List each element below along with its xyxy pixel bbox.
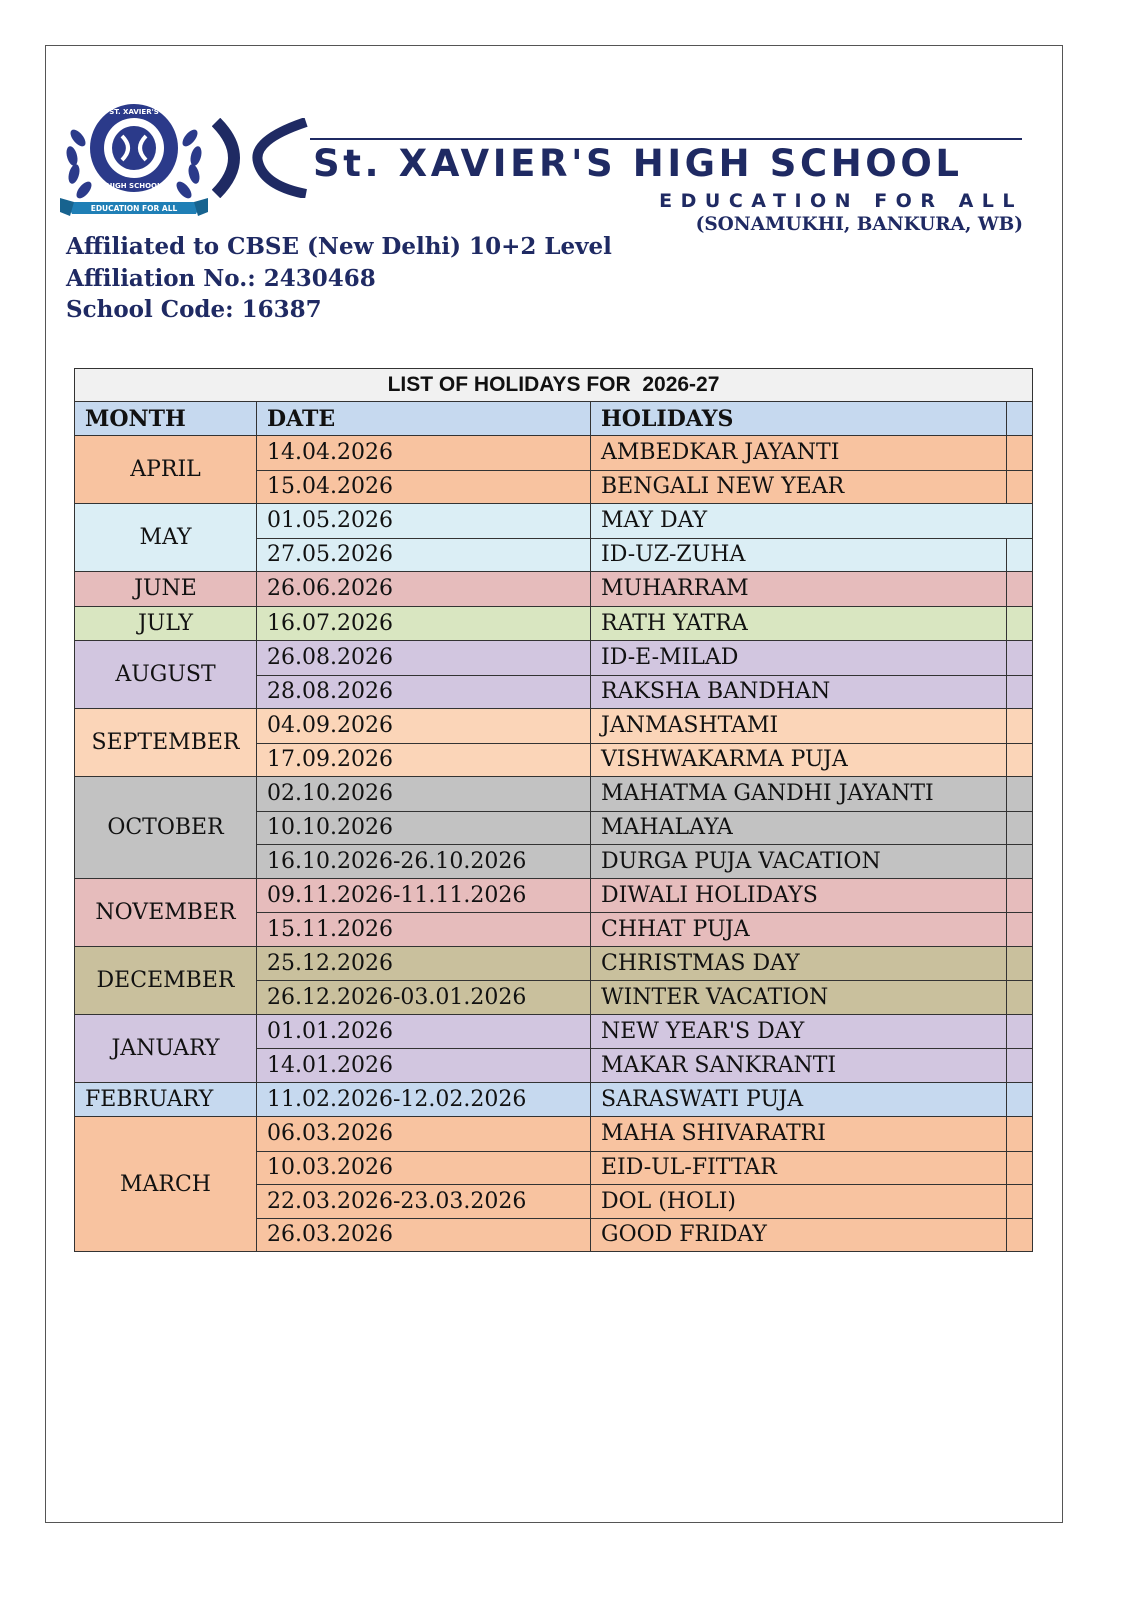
extra-cell bbox=[1007, 1049, 1032, 1082]
column-header-extra bbox=[1007, 402, 1032, 435]
date-cell: 06.03.2026 bbox=[257, 1117, 591, 1151]
month-group bbox=[74, 607, 1033, 642]
table-row bbox=[257, 607, 1032, 641]
table-row bbox=[257, 844, 1032, 878]
month-cell: FEBRUARY bbox=[75, 1083, 257, 1117]
holiday-cell: VISHWAKARMA PUJA bbox=[591, 744, 1007, 777]
school-seal-logo bbox=[58, 98, 210, 220]
extra-cell bbox=[1007, 947, 1032, 981]
table-body bbox=[74, 436, 1033, 1252]
extra-cell bbox=[1007, 879, 1032, 913]
date-cell: 22.03.2026-23.03.2026 bbox=[257, 1185, 591, 1218]
extra-cell bbox=[1007, 812, 1032, 845]
column-header-month: MONTH bbox=[75, 402, 257, 435]
seal-ribbon-text: EDUCATION FOR ALL bbox=[90, 204, 178, 213]
table-row bbox=[257, 1117, 1032, 1151]
date-cell: 04.09.2026 bbox=[257, 709, 591, 743]
table-row bbox=[257, 1083, 1032, 1117]
date-cell: 26.06.2026 bbox=[257, 572, 591, 606]
holiday-cell: EID-UL-FITTAR bbox=[591, 1152, 1007, 1185]
holiday-cell: MAKAR SANKRANTI bbox=[591, 1049, 1007, 1082]
date-cell: 26.12.2026-03.01.2026 bbox=[257, 981, 591, 1014]
table-row bbox=[257, 1184, 1032, 1218]
extra-cell bbox=[1007, 1117, 1032, 1151]
extra-cell bbox=[1007, 539, 1032, 572]
date-cell: 26.08.2026 bbox=[257, 641, 591, 675]
table-row bbox=[257, 436, 1032, 470]
table-row bbox=[257, 879, 1032, 913]
month-group bbox=[74, 572, 1033, 607]
affiliation-text: Affiliated to CBSE (New Delhi) 10+2 Level bbox=[66, 233, 612, 260]
table-row bbox=[257, 1015, 1032, 1049]
table-row bbox=[257, 641, 1032, 675]
extra-cell bbox=[1007, 436, 1032, 470]
extra-cell bbox=[1007, 641, 1032, 675]
holiday-cell: ID-E-MILAD bbox=[591, 641, 1007, 675]
holiday-table bbox=[74, 368, 1033, 1252]
holiday-cell: RATH YATRA bbox=[591, 607, 1007, 641]
holiday-cell: CHRISTMAS DAY bbox=[591, 947, 1007, 981]
month-cell: NOVEMBER bbox=[75, 879, 257, 946]
school-location: (SONAMUKHI, BANKURA, WB) bbox=[695, 214, 1023, 235]
month-group bbox=[74, 879, 1033, 947]
month-group bbox=[74, 504, 1033, 572]
table-row bbox=[257, 504, 1032, 538]
date-cell: 10.03.2026 bbox=[257, 1152, 591, 1185]
holiday-cell: MAHA SHIVARATRI bbox=[591, 1117, 1007, 1151]
holiday-cell: RAKSHA BANDHAN bbox=[591, 676, 1007, 709]
table-row bbox=[257, 980, 1032, 1014]
extra-cell bbox=[1007, 845, 1032, 878]
school-tagline: EDUCATION FOR ALL bbox=[659, 190, 1023, 212]
month-group bbox=[74, 709, 1033, 777]
table-row bbox=[257, 1151, 1032, 1185]
school-code: School Code: 16387 bbox=[66, 296, 322, 323]
holiday-cell: WINTER VACATION bbox=[591, 981, 1007, 1014]
date-cell: 28.08.2026 bbox=[257, 676, 591, 709]
holiday-cell: ID-UZ-ZUHA bbox=[591, 539, 1007, 572]
seal-inner-text: HIGH SCHOOL bbox=[106, 182, 162, 190]
school-name: St. XAVIER'S HIGH SCHOOL bbox=[313, 142, 963, 185]
extra-cell bbox=[1007, 504, 1032, 538]
holiday-cell: GOOD FRIDAY bbox=[591, 1219, 1007, 1252]
date-cell: 26.03.2026 bbox=[257, 1219, 591, 1252]
affiliation-number: Affiliation No.: 2430468 bbox=[66, 265, 376, 292]
month-group bbox=[74, 947, 1033, 1015]
table-row bbox=[257, 709, 1032, 743]
table-row bbox=[257, 572, 1032, 606]
extra-cell bbox=[1007, 913, 1032, 946]
holiday-cell: BENGALI NEW YEAR bbox=[591, 471, 1007, 504]
extra-cell bbox=[1007, 709, 1032, 743]
extra-cell bbox=[1007, 607, 1032, 641]
extra-cell bbox=[1007, 1185, 1032, 1218]
extra-cell bbox=[1007, 777, 1032, 811]
table-row bbox=[257, 675, 1032, 709]
extra-cell bbox=[1007, 1152, 1032, 1185]
extra-cell bbox=[1007, 471, 1032, 504]
header-rule bbox=[310, 138, 1022, 140]
date-cell: 14.04.2026 bbox=[257, 436, 591, 470]
holiday-cell: NEW YEAR'S DAY bbox=[591, 1015, 1007, 1049]
month-cell: AUGUST bbox=[75, 641, 257, 708]
date-cell: 16.10.2026-26.10.2026 bbox=[257, 845, 591, 878]
date-cell: 14.01.2026 bbox=[257, 1049, 591, 1082]
holiday-cell: MAHALAYA bbox=[591, 812, 1007, 845]
date-cell: 01.01.2026 bbox=[257, 1015, 591, 1049]
date-cell: 16.07.2026 bbox=[257, 607, 591, 641]
table-row bbox=[257, 1218, 1032, 1252]
month-cell: DECEMBER bbox=[75, 947, 257, 1014]
date-cell: 09.11.2026-11.11.2026 bbox=[257, 879, 591, 913]
holiday-cell: DOL (HOLI) bbox=[591, 1185, 1007, 1218]
extra-cell bbox=[1007, 1015, 1032, 1049]
month-group bbox=[74, 436, 1033, 504]
table-row bbox=[257, 743, 1032, 777]
date-cell: 11.02.2026-12.02.2026 bbox=[257, 1083, 591, 1117]
holiday-cell: AMBEDKAR JAYANTI bbox=[591, 436, 1007, 470]
month-cell: MARCH bbox=[75, 1117, 257, 1251]
holiday-cell: CHHAT PUJA bbox=[591, 913, 1007, 946]
table-row bbox=[257, 470, 1032, 504]
month-cell: APRIL bbox=[75, 436, 257, 503]
table-row bbox=[257, 811, 1032, 845]
column-header-date: DATE bbox=[257, 402, 591, 435]
date-cell: 10.10.2026 bbox=[257, 812, 591, 845]
seal-top-text: ST. XAVIER'S bbox=[109, 108, 159, 116]
month-group bbox=[74, 1015, 1033, 1083]
month-cell: JUNE bbox=[75, 572, 257, 606]
date-cell: 01.05.2026 bbox=[257, 504, 591, 538]
month-group bbox=[74, 777, 1033, 879]
holiday-cell: JANMASHTAMI bbox=[591, 709, 1007, 743]
holiday-cell: MAY DAY bbox=[601, 508, 708, 534]
table-row bbox=[257, 947, 1032, 981]
table-row bbox=[257, 777, 1032, 811]
school-x-mark bbox=[212, 118, 310, 198]
date-cell: 02.10.2026 bbox=[257, 777, 591, 811]
month-group bbox=[74, 1117, 1033, 1252]
month-cell: OCTOBER bbox=[75, 777, 257, 878]
holiday-cell: MUHARRAM bbox=[591, 572, 1007, 606]
date-cell: 15.11.2026 bbox=[257, 913, 591, 946]
holiday-cell: DIWALI HOLIDAYS bbox=[591, 879, 1007, 913]
date-cell: 25.12.2026 bbox=[257, 947, 591, 981]
extra-cell bbox=[1007, 744, 1032, 777]
extra-cell bbox=[1007, 572, 1032, 606]
month-group bbox=[74, 1083, 1033, 1118]
month-cell: JANUARY bbox=[75, 1015, 257, 1082]
extra-cell bbox=[1007, 981, 1032, 1014]
month-cell: SEPTEMBER bbox=[75, 709, 257, 776]
table-row bbox=[257, 912, 1032, 946]
holiday-cell: SARASWATI PUJA bbox=[591, 1083, 1007, 1117]
holiday-cell: MAHATMA GANDHI JAYANTI bbox=[591, 777, 1007, 811]
table-title: LIST OF HOLIDAYS FOR 2026-27 bbox=[74, 368, 1033, 402]
month-cell: MAY bbox=[75, 504, 257, 571]
extra-cell bbox=[1007, 1083, 1032, 1117]
month-cell: JULY bbox=[75, 607, 257, 641]
month-group bbox=[74, 641, 1033, 709]
date-cell: 27.05.2026 bbox=[257, 539, 591, 572]
extra-cell bbox=[1007, 676, 1032, 709]
holiday-cell: DURGA PUJA VACATION bbox=[591, 845, 1007, 878]
date-cell: 17.09.2026 bbox=[257, 744, 591, 777]
table-header bbox=[74, 402, 1033, 436]
column-header-holidays: HOLIDAYS bbox=[591, 402, 1007, 435]
extra-cell bbox=[1007, 1219, 1032, 1252]
date-cell: 15.04.2026 bbox=[257, 471, 591, 504]
table-row bbox=[257, 538, 1032, 572]
table-row bbox=[257, 1048, 1032, 1082]
